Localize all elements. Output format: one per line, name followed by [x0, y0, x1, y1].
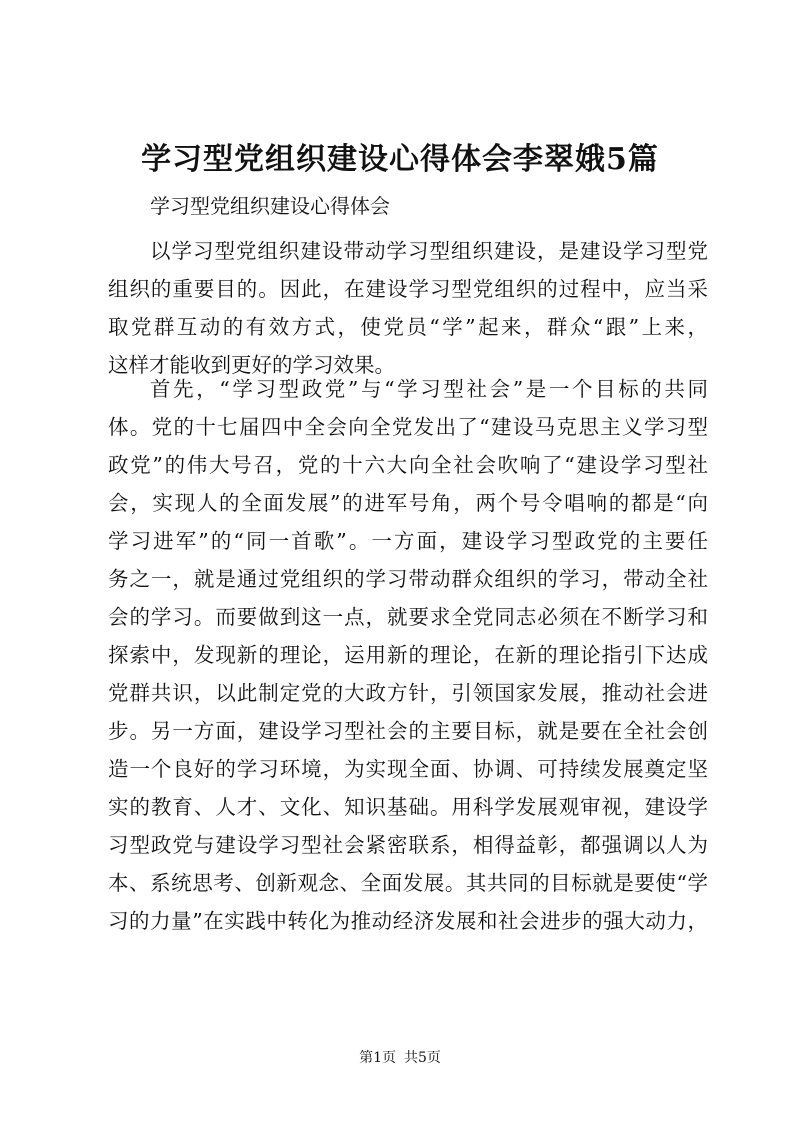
paragraph-line: 造一个良好的学习环境，为实现全面、协调、可持续发展奠定坚 [108, 757, 708, 781]
page-footer [0, 1048, 800, 1068]
paragraph-line: 学习进军”的“同一首歌”。一方面，建设学习型政党的主要任 [108, 529, 708, 553]
paragraph-line: 政党”的伟大号召，党的十六大向全社会吹响了“建设学习型社 [108, 453, 708, 477]
paragraph-line: 首先，“学习型政党”与“学习型社会”是一个目标的共同 [150, 377, 708, 401]
paragraph-line: 党群共识，以此制定党的大政方针，引领国家发展，推动社会进 [108, 681, 708, 705]
paragraph-line: 取党群互动的有效方式，使党员“学”起来，群众“跟”上来， [108, 315, 708, 339]
paragraph-line: 步。另一方面，建设学习型社会的主要目标，就是要在全社会创 [108, 719, 708, 743]
document-subtitle: 学习型党组织建设心得体会 [150, 194, 390, 218]
page-total: 共5页 [404, 1050, 441, 1066]
paragraph-line: 这样才能收到更好的学习效果。 [108, 353, 395, 377]
paragraph-1 [108, 232, 708, 384]
paragraph-line: 实的教育、人才、文化、知识基础。用科学发展观审视，建设学 [108, 795, 708, 819]
paragraph-line: 探索中，发现新的理论，运用新的理论，在新的理论指引下达成 [108, 643, 708, 667]
paragraph-line: 务之一，就是通过党组织的学习带动群众组织的学习，带动全社 [108, 567, 708, 591]
document-title: 学习型党组织建设心得体会李翠娥5篇 [141, 142, 659, 177]
paragraph-line: 以学习型党组织建设带动学习型组织建设，是建设学习型党 [150, 239, 708, 263]
paragraph-line: 体。党的十七届四中全会向全党发出了“建设马克思主义学习型 [108, 415, 708, 439]
page-number: 第1页 [359, 1050, 396, 1066]
paragraph-line: 会，实现人的全面发展”的进军号角，两个号令唱响的都是“向 [108, 491, 708, 515]
paragraph-line: 本、系统思考、创新观念、全面发展。其共同的目标就是要使“学 [108, 871, 708, 895]
paragraph-2 [108, 370, 708, 940]
paragraph-line: 习型政党与建设学习型社会紧密联系，相得益彰，都强调以人为 [108, 833, 708, 857]
paragraph-line: 会的学习。而要做到这一点，就要求全党同志必须在不断学习和 [108, 605, 708, 629]
paragraph-line: 组织的重要目的。因此，在建设学习型党组织的过程中，应当采 [108, 277, 708, 301]
paragraph-line: 习的力量”在实践中转化为推动经济发展和社会进步的强大动力， [108, 909, 708, 933]
